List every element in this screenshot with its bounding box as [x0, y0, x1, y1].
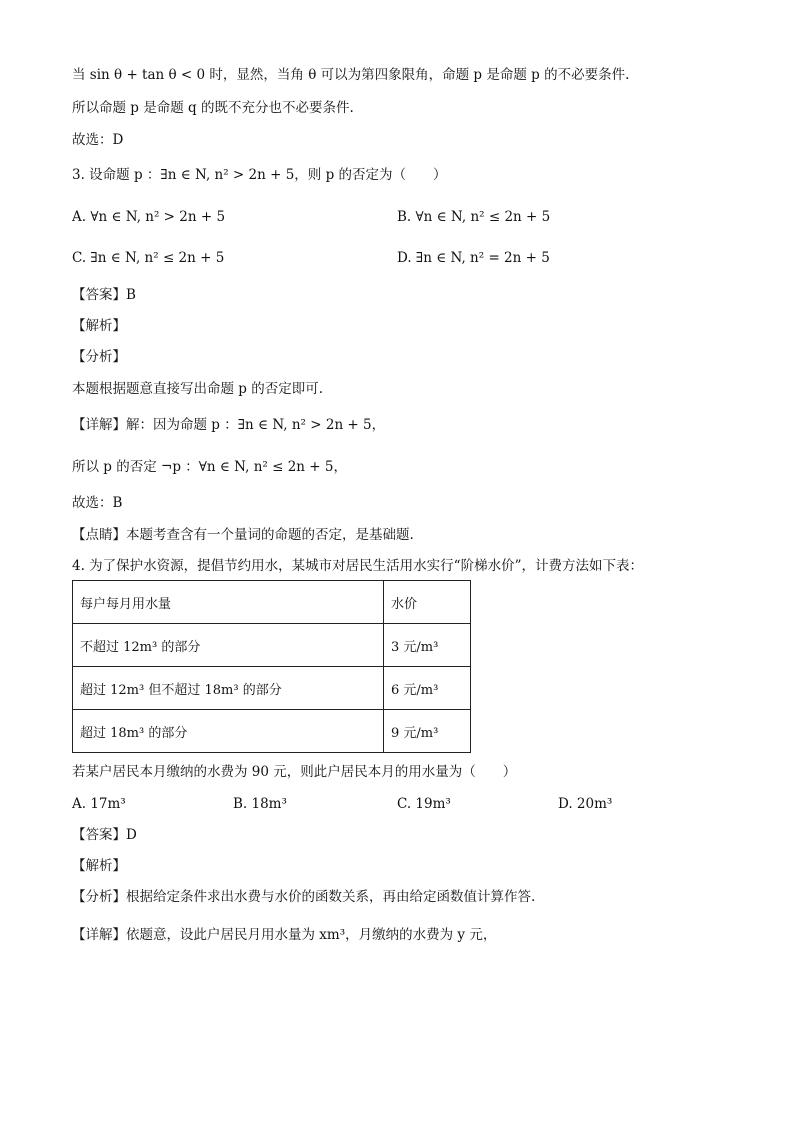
q3-option-b: B. ∀n ∈ N, n² ≤ 2n + 5	[397, 209, 551, 225]
table-cell: 每户每月用水量	[73, 581, 384, 624]
answer-label: 【答案】B	[72, 287, 136, 303]
text-line: 所以命题 p 是命题 q 的既不充分也不必要条件.	[72, 100, 354, 116]
table-cell: 超过 12m³ 但不超过 18m³ 的部分	[73, 667, 384, 710]
table-cell: 9 元/m³	[384, 710, 471, 753]
table-row	[73, 710, 471, 753]
text-line: 本题根据题意直接写出命题 p 的否定即可.	[72, 381, 324, 397]
q4-option-c: C. 19m³	[397, 796, 451, 812]
water-price-table	[72, 580, 471, 753]
detail-line: 所以 p 的否定 ¬p ：∀n ∈ N, n² ≤ 2n + 5，	[72, 459, 347, 475]
table-cell: 不超过 12m³ 的部分	[73, 624, 384, 667]
q3-option-c: C. ∃n ∈ N, n² ≤ 2n + 5	[72, 250, 225, 266]
analysis-label: 【解析】	[72, 858, 126, 874]
analysis-label: 【解析】	[72, 318, 126, 334]
question-3-stem: 3. 设命题 p ：∃n ∈ N, n² > 2n + 5，则 p 的否定为（ ）	[72, 167, 447, 183]
table-row	[73, 667, 471, 710]
q4-option-a: A. 17m³	[72, 796, 126, 812]
q3-option-a: A. ∀n ∈ N, n² > 2n + 5	[72, 209, 226, 225]
question-4-question: 若某户居民本月缴纳的水费为 90 元，则此户居民本月的用水量为（ ）	[72, 764, 517, 780]
table-row	[73, 624, 471, 667]
detail-line: 【详解】解：因为命题 p ：∃n ∈ N, n² > 2n + 5，	[72, 417, 386, 433]
table-cell: 3 元/m³	[384, 624, 471, 667]
text-line: 当 sin θ + tan θ < 0 时，显然，当角 θ 可以为第四象限角，命题 p 是命题 p 的不必要条件.	[72, 67, 630, 83]
q4-option-d: D. 20m³	[558, 796, 613, 812]
table-cell: 超过 18m³ 的部分	[73, 710, 384, 753]
text-line: 故选：B	[72, 495, 123, 511]
detail-line: 【详解】依题意，设此户居民月用水量为 xm³，月缴纳的水费为 y 元，	[72, 927, 497, 943]
fenxi-line: 【分析】根据给定条件求出水费与水价的函数关系，再由给定函数值计算作答.	[72, 889, 536, 905]
question-4-stem: 4. 为了保护水资源，提倡节约用水，某城市对居民生活用水实行“阶梯水价”，计费方法如下表：	[72, 558, 643, 574]
dianjing-line: 【点睛】本题考查含有一个量词的命题的否定，是基础题.	[72, 527, 414, 543]
fenxi-label: 【分析】	[72, 349, 126, 365]
text-line: 故选：D	[72, 132, 124, 148]
answer-label: 【答案】D	[72, 827, 137, 843]
q3-option-d: D. ∃n ∈ N, n² = 2n + 5	[397, 250, 550, 266]
table-header-row	[73, 581, 471, 624]
q4-option-b: B. 18m³	[233, 796, 287, 812]
table-cell: 6 元/m³	[384, 667, 471, 710]
table-cell: 水价	[384, 581, 471, 624]
